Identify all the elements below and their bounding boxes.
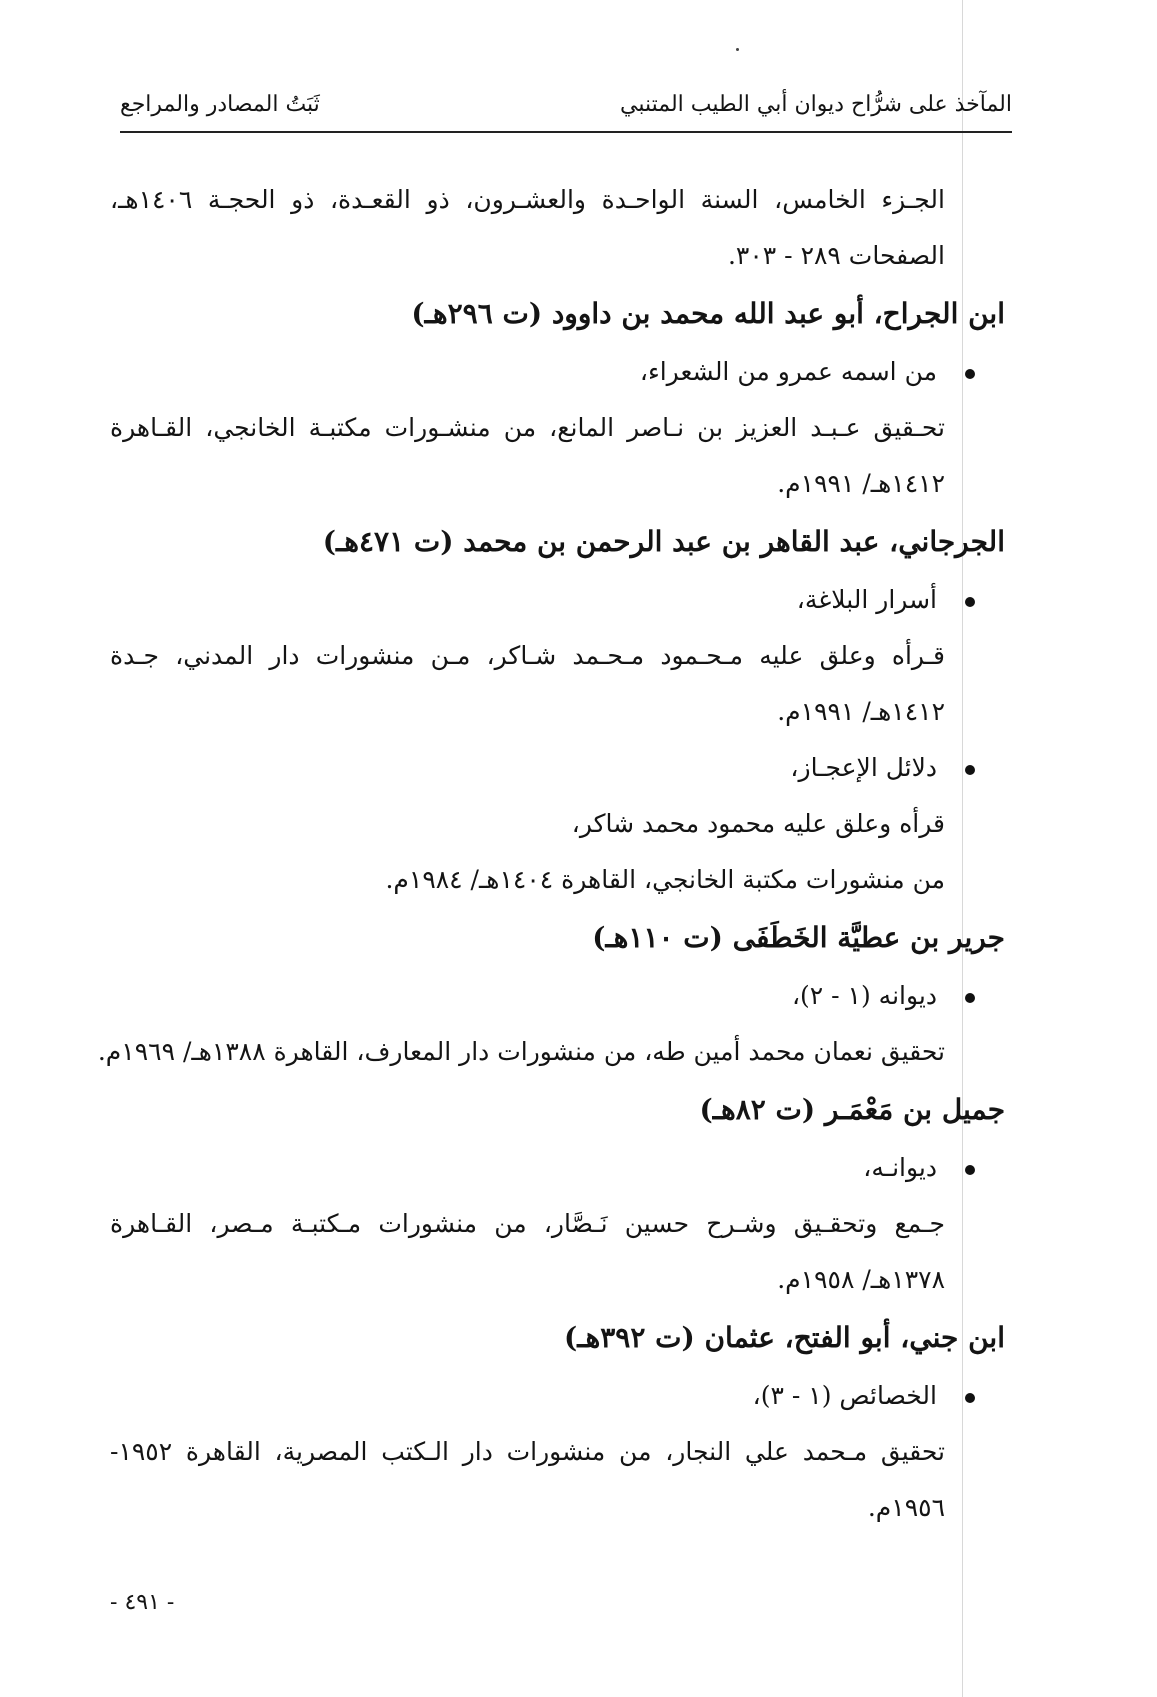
author-heading-text: ابن الجراح، أبو عبد الله محمد بن داوود (ت ٢٩٦هـ) (411, 297, 1005, 330)
bullet-icon (965, 1393, 975, 1403)
work-title-text: من اسمه عمرو من الشعراء، (639, 357, 937, 386)
running-header-book-title: المآخذ على شرُّاح ديوان أبي الطيب المتنبي (620, 92, 1012, 117)
header-rule (120, 131, 1012, 133)
work-title-item (110, 1140, 1005, 1196)
citation-line: ١٤١٢هـ/ ١٩٩١م. (777, 469, 945, 498)
bullet-icon (965, 369, 975, 379)
citation-line: تحقيق نعمان محمد أمين طه، من منشورات دار المعارف، القاهرة ١٣٨٨هـ/ ١٩٦٩م. (97, 1037, 945, 1066)
bullet-icon (965, 597, 975, 607)
author-heading (110, 512, 1005, 572)
citation-line: الصفحات ٢٨٩ - ٣٠٣. (727, 241, 945, 270)
citation-line: تحـقيق عـبـد العزيز بن نـاصر المانع، من منشـورات مكتبـة الخانجي، القـاهرة (110, 413, 945, 442)
speck-mark (736, 48, 739, 51)
author-heading (110, 284, 1005, 344)
citation-line: من منشورات مكتبة الخانجي، القاهرة ١٤٠٤هـ/ ١٩٨٤م. (385, 865, 945, 894)
citation-line: قرأه وعلق عليه محمود محمد شاكر، (571, 809, 945, 838)
work-title-item (110, 572, 1005, 628)
author-heading-text: ابن جني، أبو الفتح، عثمان (ت ٣٩٢هـ) (564, 1321, 1005, 1354)
bullet-icon (965, 993, 975, 1003)
citation-line: تحقيق مـحمد علي النجار، من منشورات دار الـكتب المصرية، القاهرة ١٩٥٢- (110, 1437, 945, 1466)
author-heading-text: جميل بن مَعْمَـر (ت ٨٢هـ) (699, 1093, 1005, 1126)
author-heading-text: جرير بن عطيَّة الخَطَفَى (ت ١١٠هـ) (592, 921, 1005, 954)
work-title-text: أسرار البلاغة، (796, 585, 937, 614)
page-number: - ٤٩١ - (110, 1590, 175, 1615)
running-header (120, 92, 1012, 128)
citation-line: ١٤١٢هـ/ ١٩٩١م. (777, 697, 945, 726)
running-header-section-title: ثَبَتُ المصادر والمراجع (120, 92, 320, 117)
work-title-item (110, 968, 1005, 1024)
citation-line: قـرأه وعلق عليه مـحـمود مـحـمد شـاكر، مـن منشورات دار المدني، جـدة (110, 641, 945, 670)
work-title-text: دلائل الإعجـاز، (790, 753, 937, 782)
work-title-item (110, 344, 1005, 400)
author-heading (110, 1080, 1005, 1140)
citation-line: الجـزء الخامس، السنة الواحـدة والعشـرون، ذو القعـدة، ذو الحجـة ١٤٠٦هـ، (110, 185, 945, 214)
work-title-text: ديوانه (١ - ٢)، (791, 981, 937, 1010)
work-title-item (110, 740, 1005, 796)
author-heading (110, 1308, 1005, 1368)
citation-line: ١٣٧٨هـ/ ١٩٥٨م. (777, 1265, 945, 1294)
citation-line: جـمع وتحقـيق وشـرح حسين نَـصَّار، من منشورات مـكتبـة مـصر، القـاهرة (110, 1209, 945, 1238)
author-heading (110, 908, 1005, 968)
work-title-text: ديوانـه، (863, 1153, 937, 1182)
citation-line: ١٩٥٦م. (867, 1493, 945, 1522)
bullet-icon (965, 765, 975, 775)
bibliography-content (97, 172, 1005, 1536)
work-title-text: الخصائص (١ - ٣)، (752, 1381, 937, 1410)
bullet-icon (965, 1165, 975, 1175)
author-heading-text: الجرجاني، عبد القاهر بن عبد الرحمن بن محمد (ت ٤٧١هـ) (322, 525, 1005, 558)
work-title-item (110, 1368, 1005, 1424)
